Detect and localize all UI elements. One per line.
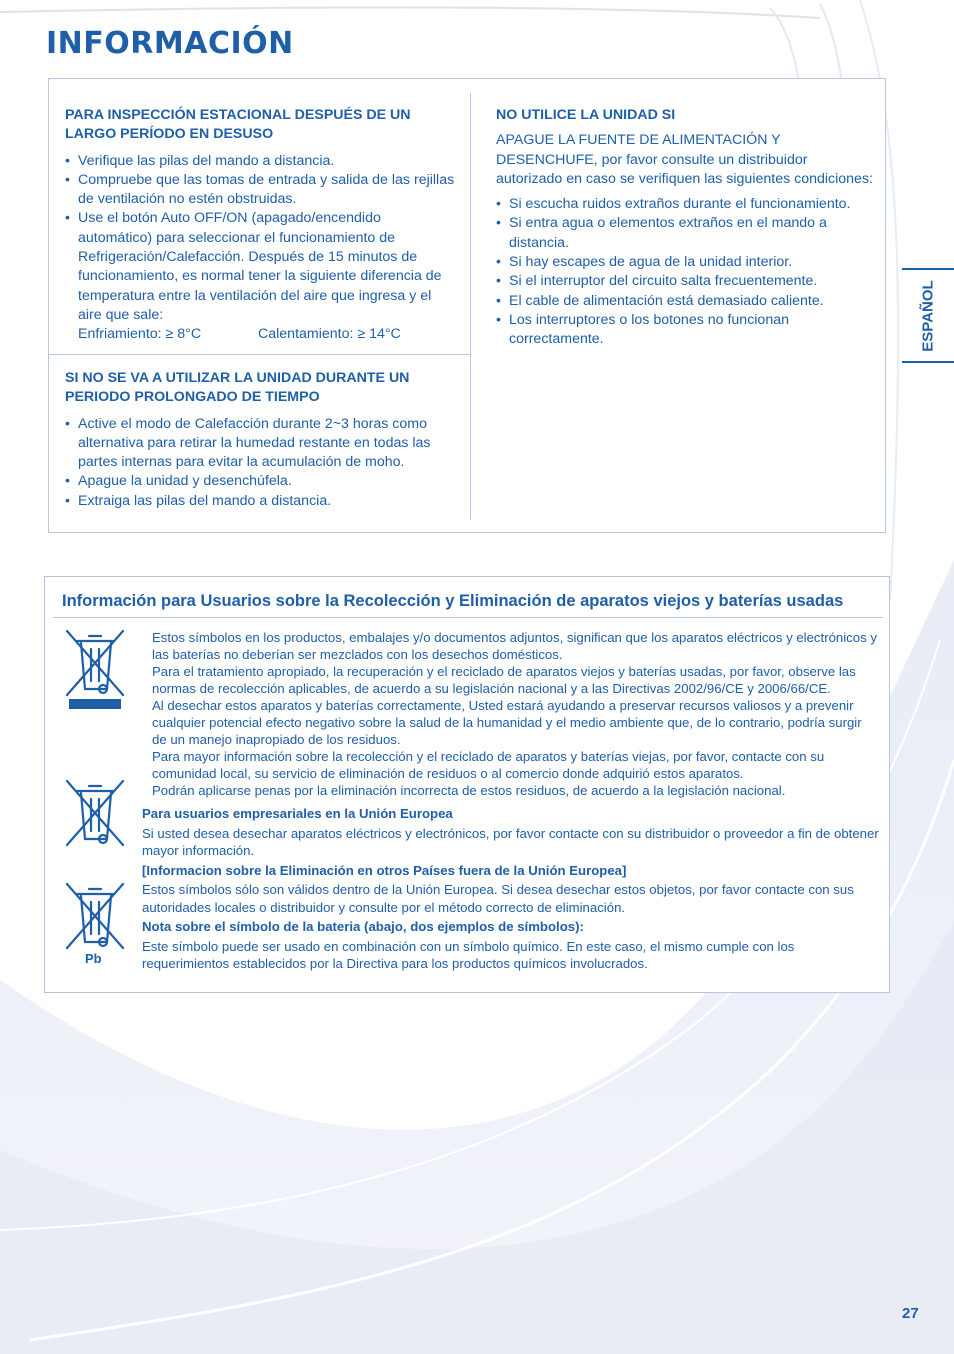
business-users-heading: Para usuarios empresariales en la Unión Europea (142, 806, 453, 821)
seasonal-inspection-list (65, 152, 457, 345)
list-item: • Si hay escapes de agua de la unidad interior. (496, 253, 876, 272)
paragraph: Estos símbolos en los productos, embalajes y/o documentos adjuntos, significan que los aparatos eléctricos y electrónicos y las baterías no deberían ser mezclados con los desechos domésticos. (152, 630, 877, 662)
list-item: • Los interruptores o los botones no funcionan correctamente. (496, 311, 876, 350)
language-tab (902, 268, 954, 363)
temperature-differences (78, 325, 457, 344)
disposal-specific-text (142, 805, 882, 973)
long-disuse-heading: SI NO SE VA A UTILIZAR LA UNIDAD DURANTE UN PERIODO PROLONGADO DE TIEMPO (65, 370, 410, 406)
column-divider (470, 93, 471, 520)
business-users-text: Si usted desea desechar aparatos eléctricos y electrónicos, por favor contacte con su distribuidor o proveedor a fin de obtener mayor información. (142, 825, 879, 858)
list-item-text: Use el botón Auto OFF/ON (apagado/encendido automático) para seleccionar el funcionamiento de Refrigeración/Calefacción. Después de 15 minutos de funcionamiento, es normal tener la siguiente diferencia de temperatura entre la ventilación del aire que ingresa y el aire que sale: (78, 210, 442, 323)
pb-chemical-symbol: Pb (85, 951, 102, 966)
list-item: • El cable de alimentación está demasiado caliente. (496, 292, 876, 311)
paragraph: Para mayor información sobre la recolección y el reciclado de aparatos y baterías viejas, por favor, contacte con su comunidad local, su servicio de eliminación de residuos o al comercio donde adquirió estos aparatos. (152, 749, 825, 781)
list-item: • Si escucha ruidos extraños durante el funcionamiento. (496, 195, 876, 214)
do-not-use-section (496, 106, 876, 350)
list-item: • Extraiga las pilas del mando a distancia. (65, 492, 457, 511)
disposal-info-box (44, 576, 890, 993)
battery-symbol-text: Este símbolo puede ser usado en combinación con un símbolo químico. En este caso, el mismo cumple con los requerimientos establecidos por la Directiva para los productos químicos involucrados. (142, 938, 795, 971)
language-label: ESPAÑOL (919, 279, 937, 352)
list-item: • Verifique las pilas del mando a distancia. (65, 152, 457, 171)
section-divider (49, 354, 471, 355)
paragraph: Para el tratamiento apropiado, la recuperación y el reciclado de aparatos viejos y baterías usadas, por favor, observe las normas de recolección aplicables, de acuerdo a su legislación nacional y a las Directivas 2002/96/CE y 2006/66/CE. (152, 664, 856, 696)
list-item: • Compruebe que las tomas de entrada y salida de las rejillas de ventilación no estén obstruidas. (65, 171, 457, 210)
outside-eu-text: Estos símbolos sólo son válidos dentro de la Unión Europea. Si desea desechar estos objetos, por favor contacte con sus autoridades locales o distribuidor y consulte por el método correcto de eliminación. (142, 882, 854, 915)
long-disuse-section (65, 369, 457, 511)
crossed-wheelie-bin-battery-icon (63, 882, 127, 952)
list-item (65, 209, 457, 344)
paragraph: Podrán aplicarse penas por la eliminación incorrecta de estos residuos, de acuerdo a la legislación nacional. (152, 783, 786, 798)
disposal-general-text (152, 629, 877, 799)
disposal-heading: Información para Usuarios sobre la Recolección y Eliminación de aparatos viejos y baterías usadas (62, 592, 844, 610)
heating-temperature: Calentamiento: ≥ 14°C (258, 326, 401, 343)
long-disuse-list (65, 415, 457, 511)
page-number: 27 (902, 1305, 919, 1322)
list-item: • Si entra agua o elementos extraños en el mando a distancia. (496, 214, 876, 253)
outside-eu-heading: [Informacion sobre la Eliminación en otros Países fuera de la Unión Europea] (142, 862, 627, 878)
battery-symbol-heading: Nota sobre el símbolo de la bateria (abajo, dos ejemplos de símbolos): (142, 919, 584, 934)
heading-underline (53, 617, 883, 618)
crossed-wheelie-bin-with-bar-icon (63, 629, 127, 713)
list-item: • Apague la unidad y desenchúfela. (65, 472, 457, 491)
page-title: INFORMACIÓN (46, 26, 294, 61)
maintenance-info-box (48, 78, 886, 533)
crossed-wheelie-bin-icon (63, 779, 127, 849)
do-not-use-intro: APAGUE LA FUENTE DE ALIMENTACIÓN Y DESENCHUFE, por favor consulte un distribuidor autorizado en caso se verifiquen las siguientes condiciones: (496, 132, 873, 187)
cooling-temperature: Enfriamiento: ≥ 8°C (78, 326, 202, 343)
list-item: • Active el modo de Calefacción durante 2~3 horas como alternativa para retirar la humedad restante en todas las partes internas para evitar la acumulación de moho. (65, 415, 457, 473)
seasonal-inspection-section (65, 106, 457, 345)
seasonal-inspection-heading: PARA INSPECCIÓN ESTACIONAL DESPUÉS DE UN LARGO PERÍODO EN DESUSO (65, 107, 411, 143)
do-not-use-list (496, 195, 876, 349)
paragraph: Al desechar estos aparatos y baterías correctamente, Usted estará ayudando a preservar recursos valiosos y a prevenir cualquier potencial efecto negativo sobre la salud de la humanidad y el medio ambiente que, de lo contrario, podría surgir de un manejo inapropiado de los residuos. (152, 698, 862, 747)
do-not-use-heading: NO UTILICE LA UNIDAD SI (496, 107, 676, 123)
list-item: • Si el interruptor del circuito salta frecuentemente. (496, 272, 876, 291)
